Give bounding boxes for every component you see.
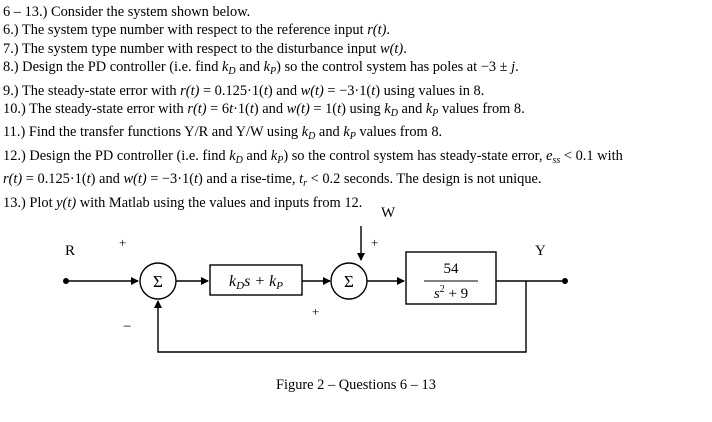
q9-r-of-t: r(t)	[180, 82, 200, 99]
q7-end: .	[403, 40, 407, 57]
q11-end: values from 8.	[355, 124, 443, 141]
q8-and: and	[235, 59, 264, 76]
q7-text: 7.) The system type number with respect to the disturbance input	[3, 40, 381, 57]
q6-r-of-t: r(t)	[367, 22, 387, 39]
q13-text-1: 13.) Plot	[3, 194, 57, 211]
q8-text-2: ) so the control system has poles at −3 ±	[276, 59, 512, 76]
q12-sub-r: r	[303, 178, 308, 190]
q10-text-3: ·1(	[233, 101, 250, 118]
q10-and2: and	[397, 101, 426, 118]
q10-k: k	[384, 101, 391, 118]
q7-w-of-t: w(t)	[380, 40, 404, 57]
q12-end: < 0.2 seconds. The design is not unique.	[307, 171, 542, 188]
q10-text-1: 10.) The steady-state error with	[3, 101, 188, 118]
q9-w-of-t: w(t)	[300, 82, 324, 99]
q10-t1: t	[229, 101, 234, 118]
sum2-plus-bottom: +	[312, 304, 320, 319]
q12-and2: ) and	[90, 171, 124, 188]
q8-end: .	[515, 59, 519, 76]
q12-k: k	[229, 147, 236, 164]
disturbance-label-w: W	[381, 205, 396, 221]
input-label-r: R	[65, 243, 76, 259]
q8-text-1: 8.) Design the PD controller (i.e. find	[3, 59, 223, 76]
q12-text-2: ) so the control system has steady-state error,	[283, 147, 547, 164]
q10-k2: k	[425, 101, 433, 118]
q9-end: ) using values in 8.	[375, 82, 485, 99]
q11-k2: k	[343, 124, 350, 141]
q11-sub-d: D	[308, 131, 316, 143]
q13-y-of-t: y(t)	[56, 194, 77, 211]
output-dot	[562, 278, 568, 284]
q12-t-r: t	[299, 171, 304, 188]
q12-sub-p: P	[277, 154, 284, 166]
q12-w-of-t: w(t)	[123, 171, 147, 188]
q9-text-1: 9.) The steady-state error with	[3, 82, 181, 99]
q8-sub-p: P	[270, 66, 277, 78]
q10-t3: t	[337, 101, 342, 118]
controller-tf: kDs + kP	[229, 273, 283, 292]
q10-and: ) and	[253, 101, 287, 118]
question-intro-text: 6 – 13.) Consider the system shown below.	[3, 4, 251, 20]
q9-t1: t	[263, 82, 268, 99]
output-label-y: Y	[535, 243, 546, 259]
q13-end: with Matlab using the values and inputs from 12.	[76, 194, 363, 211]
q11-and: and	[315, 124, 344, 141]
q12-text-1: 12.) Design the PD controller (i.e. find	[3, 147, 230, 164]
q9-text-2: = 0.125·1(	[199, 82, 264, 99]
q10-using: ) using	[341, 101, 385, 118]
q10-sub-p: P	[432, 108, 439, 120]
sum1-sigma: Σ	[153, 272, 163, 291]
q10-w-of-t: w(t)	[286, 101, 310, 118]
q12-r-of-t: r(t)	[3, 171, 23, 188]
q11-text-1: 11.) Find the transfer functions Y/R and Y/W using	[3, 124, 302, 141]
q10-t2: t	[249, 101, 254, 118]
sum2-sigma: Σ	[344, 272, 354, 291]
q11-sub-p: P	[349, 131, 356, 143]
plant-denominator: $s^2 + 9$	[433, 284, 469, 302]
q10-text-2: = 6	[206, 101, 230, 118]
q9-and: ) and	[267, 82, 301, 99]
plant-numerator: 54	[443, 261, 459, 277]
q6-text: 6.) The system type number with respect to the reference input	[3, 22, 368, 39]
q12-sub-ss: ss	[552, 154, 561, 166]
q12-t2: t	[194, 171, 199, 188]
q12-and: and	[242, 147, 271, 164]
q10-text-4: = 1(	[309, 101, 338, 118]
q11-k: k	[301, 124, 309, 141]
q8-sub-d: D	[228, 66, 236, 78]
q12-text-6: ) and a rise-time,	[198, 171, 300, 188]
sum2-plus-top: +	[371, 235, 379, 250]
sum1-minus-sign: −	[123, 319, 132, 335]
q8-j: j	[511, 59, 516, 76]
figure-caption: Figure 2 – Questions 6 – 13	[276, 377, 436, 393]
q12-k2: k	[270, 147, 278, 164]
q12-text-4: = 0.125·1(	[22, 171, 87, 188]
q9-text-3: = −3·1(	[323, 82, 372, 99]
q10-end: values from 8.	[438, 101, 525, 118]
q12-e: e	[546, 147, 553, 164]
q10-sub-d: D	[390, 108, 398, 120]
q12-sub-d: D	[235, 154, 243, 166]
q10-r-of-t: r(t)	[187, 101, 207, 118]
q8-k2: k	[263, 59, 271, 76]
q12-text-5: = −3·1(	[146, 171, 195, 188]
q12-text-3: < 0.1 with	[560, 147, 623, 164]
q6-end: .	[386, 22, 390, 39]
q8-k: k	[222, 59, 229, 76]
q9-t2: t	[371, 82, 376, 99]
sum1-plus-sign: +	[119, 235, 127, 250]
q12-t1: t	[86, 171, 91, 188]
